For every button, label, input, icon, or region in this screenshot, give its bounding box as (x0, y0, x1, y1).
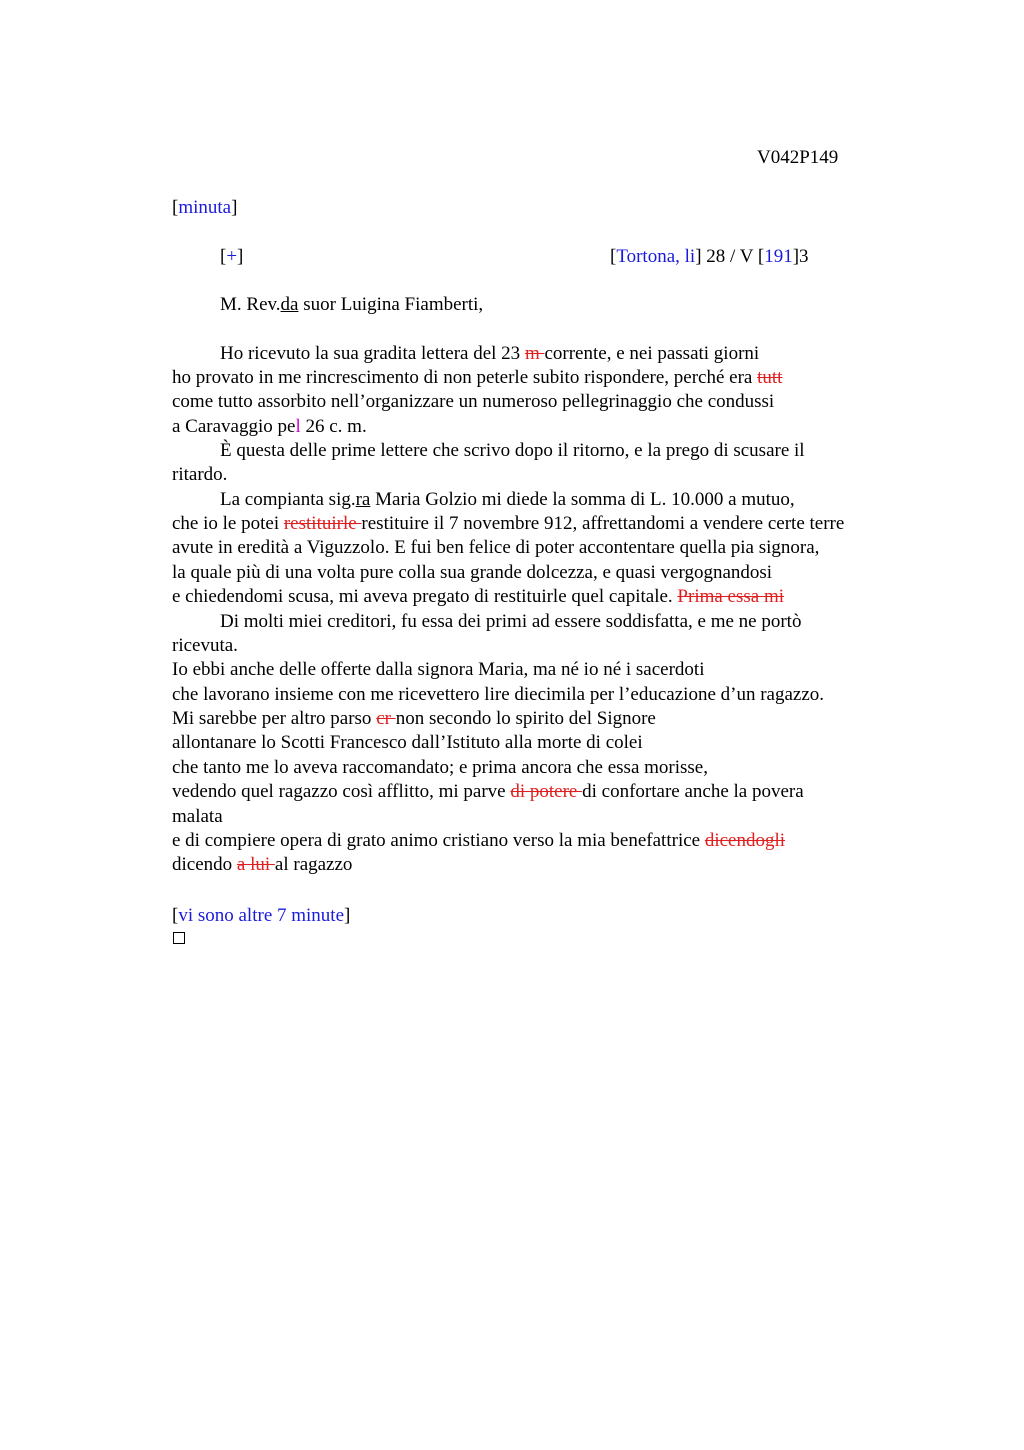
body-line: la quale più di una volta pure colla sua grande dolcezza, e quasi vergognandosi (172, 562, 773, 583)
body-line: ritardo. (172, 464, 228, 485)
deletion: restituirle (283, 513, 362, 534)
deletion: cr (376, 708, 396, 729)
deletion: tutt (757, 367, 783, 388)
end-marker-icon (173, 932, 185, 944)
body-line: Mi sarebbe per altro parso cr non secondo lo spirito del Signore (172, 708, 656, 729)
dateline-year-digit: 3 (799, 246, 809, 267)
dateline-date: 28 / V (706, 246, 754, 267)
deletion: a lui (236, 854, 275, 875)
body-line: che lavorano insieme con me ricevettero lire diecimila per l’educazione d’un ragazzo. (172, 684, 825, 705)
deletion: Prima essa mi (677, 586, 785, 607)
document-id: V042P149 (757, 147, 839, 168)
deletion: m (524, 343, 545, 364)
dateline-place: Tortona, li (616, 246, 696, 267)
body-line: Io ebbi anche delle offerte dalla signora Maria, ma né io né i sacerdoti (172, 659, 705, 680)
insertion: l (295, 416, 301, 437)
salutation-name: suor Luigina Fiamberti, (303, 294, 484, 315)
dateline: [Tortona, li] 28 / V [191]3 (610, 246, 809, 267)
body-line: ho provato in me rincrescimento di non peterle subito rispondere, perché era tutt (172, 367, 783, 388)
body-line: vedendo quel ragazzo così afflitto, mi parve di potere di confortare anche la povera (172, 781, 804, 802)
deletion: di potere (510, 781, 583, 802)
body-line: e chiedendomi scusa, mi aveva pregato di restituirle quel capitale. Prima essa mi (172, 586, 785, 607)
body-line: La compianta sig.ra Maria Golzio mi diede la somma di L. 10.000 a mutuo, (220, 489, 795, 510)
footer-note-text: vi sono altre 7 minute (178, 905, 345, 926)
body-line: a Caravaggio pel 26 c. m. (172, 416, 367, 437)
dateline-year-inserted: 191 (764, 246, 793, 267)
minuta-label: [minuta] (172, 197, 238, 218)
cross-mark: [+] (220, 246, 244, 267)
body-line: È questa delle prime lettere che scrivo dopo il ritorno, e la prego di scusare il (220, 440, 805, 461)
minuta-text: minuta (178, 197, 232, 218)
body-line: che tanto me lo aveva raccomandato; e prima ancora che essa morisse, (172, 757, 708, 778)
body-line: malata (172, 806, 223, 827)
body-line: allontanare lo Scotti Francesco dall’Istituto alla morte di colei (172, 732, 643, 753)
body-line: dicendo a lui al ragazzo (172, 854, 353, 875)
cross-symbol: + (226, 246, 238, 267)
footer-note: [vi sono altre 7 minute] (172, 905, 351, 926)
body-line: Ho ricevuto la sua gradita lettera del 23 m corrente, e nei passati giorni (220, 343, 760, 364)
salutation: M. Rev.da suor Luigina Fiamberti, (220, 294, 484, 315)
body-line: Di molti miei creditori, fu essa dei primi ad essere soddisfatta, e me ne portò (220, 611, 802, 632)
body-line: avute in eredità a Viguzzolo. E fui ben felice di poter accontentare quella pia signora, (172, 537, 820, 558)
body-line: e di compiere opera di grato animo cristiano verso la mia benefattrice dicendogli (172, 830, 786, 851)
letter-body (0, 342, 1024, 902)
body-line: ricevuta. (172, 635, 238, 656)
body-line: che io le potei restituirle restituire il 7 novembre 912, affrettandomi a vendere certe terre (172, 513, 845, 534)
abbreviation: ra (355, 489, 371, 510)
body-line: come tutto assorbito nell’organizzare un numeroso pellegrinaggio che condussi (172, 391, 775, 412)
salutation-abbrev: da (280, 294, 299, 315)
deletion: dicendogli (704, 830, 786, 851)
